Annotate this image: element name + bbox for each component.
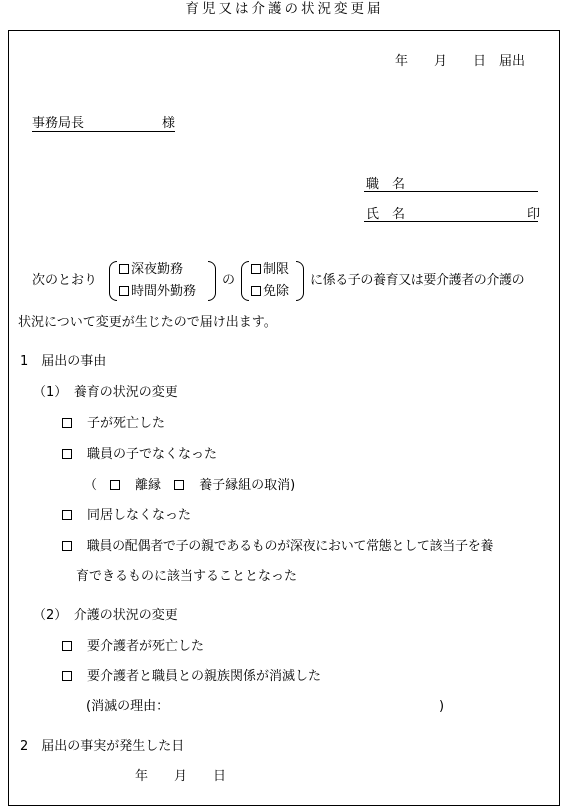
checkbox-icon (62, 510, 72, 520)
position-field-line[interactable] (364, 191, 538, 192)
submission-date: 年 月 日 届出 (395, 54, 526, 69)
sub1-item-spouse-can-care[interactable]: 職員の配偶者で子の親であるものが深夜において常態として該当子を養 (62, 540, 493, 553)
checkbox-icon (119, 264, 129, 274)
checkbox-icon (62, 541, 72, 551)
checkbox-icon (62, 418, 72, 428)
checkbox-icon (62, 671, 72, 681)
reason-close: ) (439, 699, 445, 714)
checkbox-icon (119, 286, 129, 296)
left-paren-1 (109, 261, 117, 301)
sub2-heading: （2） 介護の状況の変更 (33, 608, 178, 623)
option-restriction[interactable]: 制限 (251, 263, 289, 276)
sub1-item-no-cohabitation[interactable]: 同居しなくなった (62, 509, 191, 522)
checkbox-icon[interactable] (110, 480, 120, 490)
option-overtime[interactable]: 時間外勤務 (119, 285, 196, 298)
sub1-item-no-longer-child[interactable]: 職員の子でなくなった (62, 448, 217, 461)
checkbox-icon (251, 286, 261, 296)
form-title: 育児又は介護の状況変更届 (185, 1, 384, 17)
option-night-work[interactable]: 深夜勤務 (119, 263, 183, 276)
sub2-item-care-recipient-died[interactable]: 要介護者が死亡した (62, 640, 204, 653)
option-exemption[interactable]: 免除 (251, 285, 289, 298)
left-paren-2 (241, 261, 249, 301)
intro-tail: に係る子の養育又は要介護者の介護の (310, 273, 525, 288)
reason-label: (消滅の理由： (86, 699, 170, 714)
intro-line2: 状況について変更が生じたので届け出ます。 (18, 315, 277, 330)
intro-lead: 次のとおり (32, 273, 98, 288)
occurrence-date: 年 月 日 (135, 769, 227, 784)
sub1-item-child-died[interactable]: 子が死亡した (62, 417, 165, 430)
name-label: 氏 名 (366, 207, 406, 222)
right-paren-1 (208, 261, 216, 301)
sub1-item2-detail: （ 離縁 養子縁組の取消) (84, 478, 296, 493)
section2-heading: 2 届出の事実が発生した日 (20, 739, 185, 754)
sub2-item-kinship-ended[interactable]: 要介護者と職員との親族関係が消滅した (62, 670, 321, 683)
seal-mark: 印 (527, 207, 541, 222)
checkbox-icon (62, 449, 72, 459)
position-label: 職 名 (366, 177, 406, 192)
checkbox-icon[interactable] (174, 480, 184, 490)
checkbox-icon (62, 641, 72, 651)
name-field-line[interactable] (364, 221, 538, 222)
particle-no: の (222, 273, 236, 288)
sub1-heading: （1） 養育の状況の変更 (33, 385, 178, 400)
addressee: 事務局長 様 (32, 116, 176, 131)
checkbox-icon (251, 264, 261, 274)
sub1-item4-continuation: 育できるものに該当することとなった (76, 569, 298, 584)
section1-heading: 1 届出の事由 (20, 354, 107, 369)
right-paren-2 (296, 261, 304, 301)
